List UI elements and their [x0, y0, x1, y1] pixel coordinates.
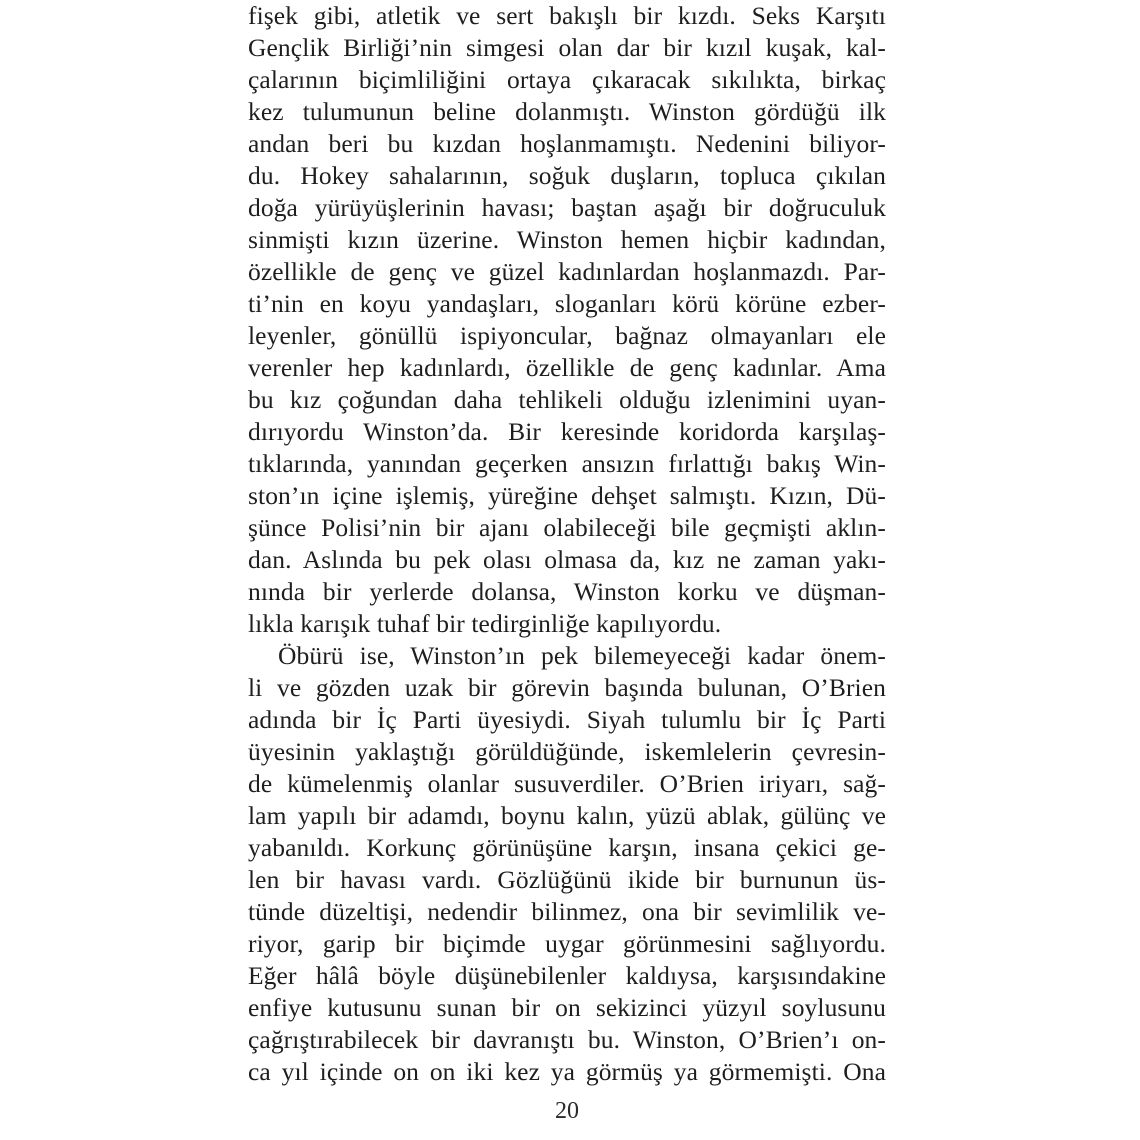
text-line: yabanıldı. Korkunç görünüşüne karşın, insana çekici ge- — [248, 833, 886, 862]
text-line: ston’ın içine işlemiş, yüreğine dehşet salmıştı. Kızın, Dü- — [248, 481, 886, 510]
text-line: tıklarında, yanından geçerken ansızın fırlattığı bakış Win- — [248, 449, 886, 478]
text-line: leyenler, gönüllü ispiyoncular, bağnaz olmayanları ele — [248, 321, 886, 350]
text-line: dırıyordu Winston’da. Bir keresinde koridorda karşılaş- — [248, 417, 886, 446]
text-line: bu kız çoğundan daha tehlikeli olduğu izlenimini uyan- — [248, 385, 886, 414]
text-line: tünde düzeltişi, nedendir bilinmez, ona bir sevimlilik ve- — [248, 897, 886, 926]
text-line: sinmişti kızın üzerine. Winston hemen hiçbir kadından, — [248, 225, 886, 254]
text-line: enfiye kutusunu sunan bir on sekizinci yüzyıl soylusunu — [248, 993, 886, 1022]
text-line: Eğer hâlâ böyle düşünebilenler kaldıysa, karşısındakine — [248, 961, 886, 990]
text-line: çağrıştırabilecek bir davranıştı bu. Winston, O’Brien’ı on- — [248, 1025, 886, 1054]
text-line: kez tulumunun beline dolanmıştı. Winston gördüğü ilk — [248, 97, 886, 126]
text-line: de kümelenmiş olanlar susuverdiler. O’Brien iriyarı, sağ- — [248, 769, 886, 798]
text-line: şünce Polisi’nin bir ajanı olabileceği bile geçmişti aklın- — [248, 513, 886, 542]
text-line: ti’nin en koyu yandaşları, sloganları körü körüne ezber- — [248, 289, 886, 318]
text-line: verenler hep kadınlardı, özellikle de genç kadınlar. Ama — [248, 353, 886, 382]
text-line: dan. Aslında bu pek olası olmasa da, kız ne zaman yakı- — [248, 545, 886, 574]
text-line: Gençlik Birliği’nin simgesi olan dar bir kızıl kuşak, kal- — [248, 33, 886, 62]
text-line: üyesinin yaklaştığı görüldüğünde, iskemlelerin çevresin- — [248, 737, 886, 766]
text-line: doğa yürüyüşlerinin havası; baştan aşağı bir doğruculuk — [248, 193, 886, 222]
text-line: Öbürü ise, Winston’ın pek bilemeyeceği kadar önem- — [278, 641, 886, 670]
text-line: çalarının biçimliliğini ortaya çıkaracak sıkılıkta, birkaç — [248, 65, 886, 94]
text-line: ca yıl içinde on on iki kez ya görmüş ya görmemişti. Ona — [248, 1057, 886, 1086]
text-line: len bir havası vardı. Gözlüğünü ikide bir burnunun üs- — [248, 865, 886, 894]
text-line: du. Hokey sahalarının, soğuk duşların, topluca çıkılan — [248, 161, 886, 190]
text-line: fişek gibi, atletik ve sert bakışlı bir kızdı. Seks Karşıtı — [248, 1, 886, 30]
text-line: lıkla karışık tuhaf bir tedirginliğe kapılıyordu. — [248, 609, 722, 638]
text-line: lam yapılı bir adamdı, boynu kalın, yüzü ablak, gülünç ve — [248, 801, 886, 830]
text-line: özellikle de genç ve güzel kadınlardan hoşlanmazdı. Par- — [248, 257, 886, 286]
text-line: riyor, garip bir biçimde uygar görünmesini sağlıyordu. — [248, 929, 886, 958]
text-line: andan beri bu kızdan hoşlanmamıştı. Nedenini biliyor- — [248, 129, 886, 158]
text-line: nında bir yerlerde dolansa, Winston korku ve düşman- — [248, 577, 886, 606]
text-line: li ve gözden uzak bir görevin başında bulunan, O’Brien — [248, 673, 886, 702]
body-text — [248, 0, 886, 1088]
text-line: adında bir İç Parti üyesiydi. Siyah tulumlu bir İç Parti — [248, 705, 886, 734]
page-number: 20 — [555, 1098, 579, 1124]
